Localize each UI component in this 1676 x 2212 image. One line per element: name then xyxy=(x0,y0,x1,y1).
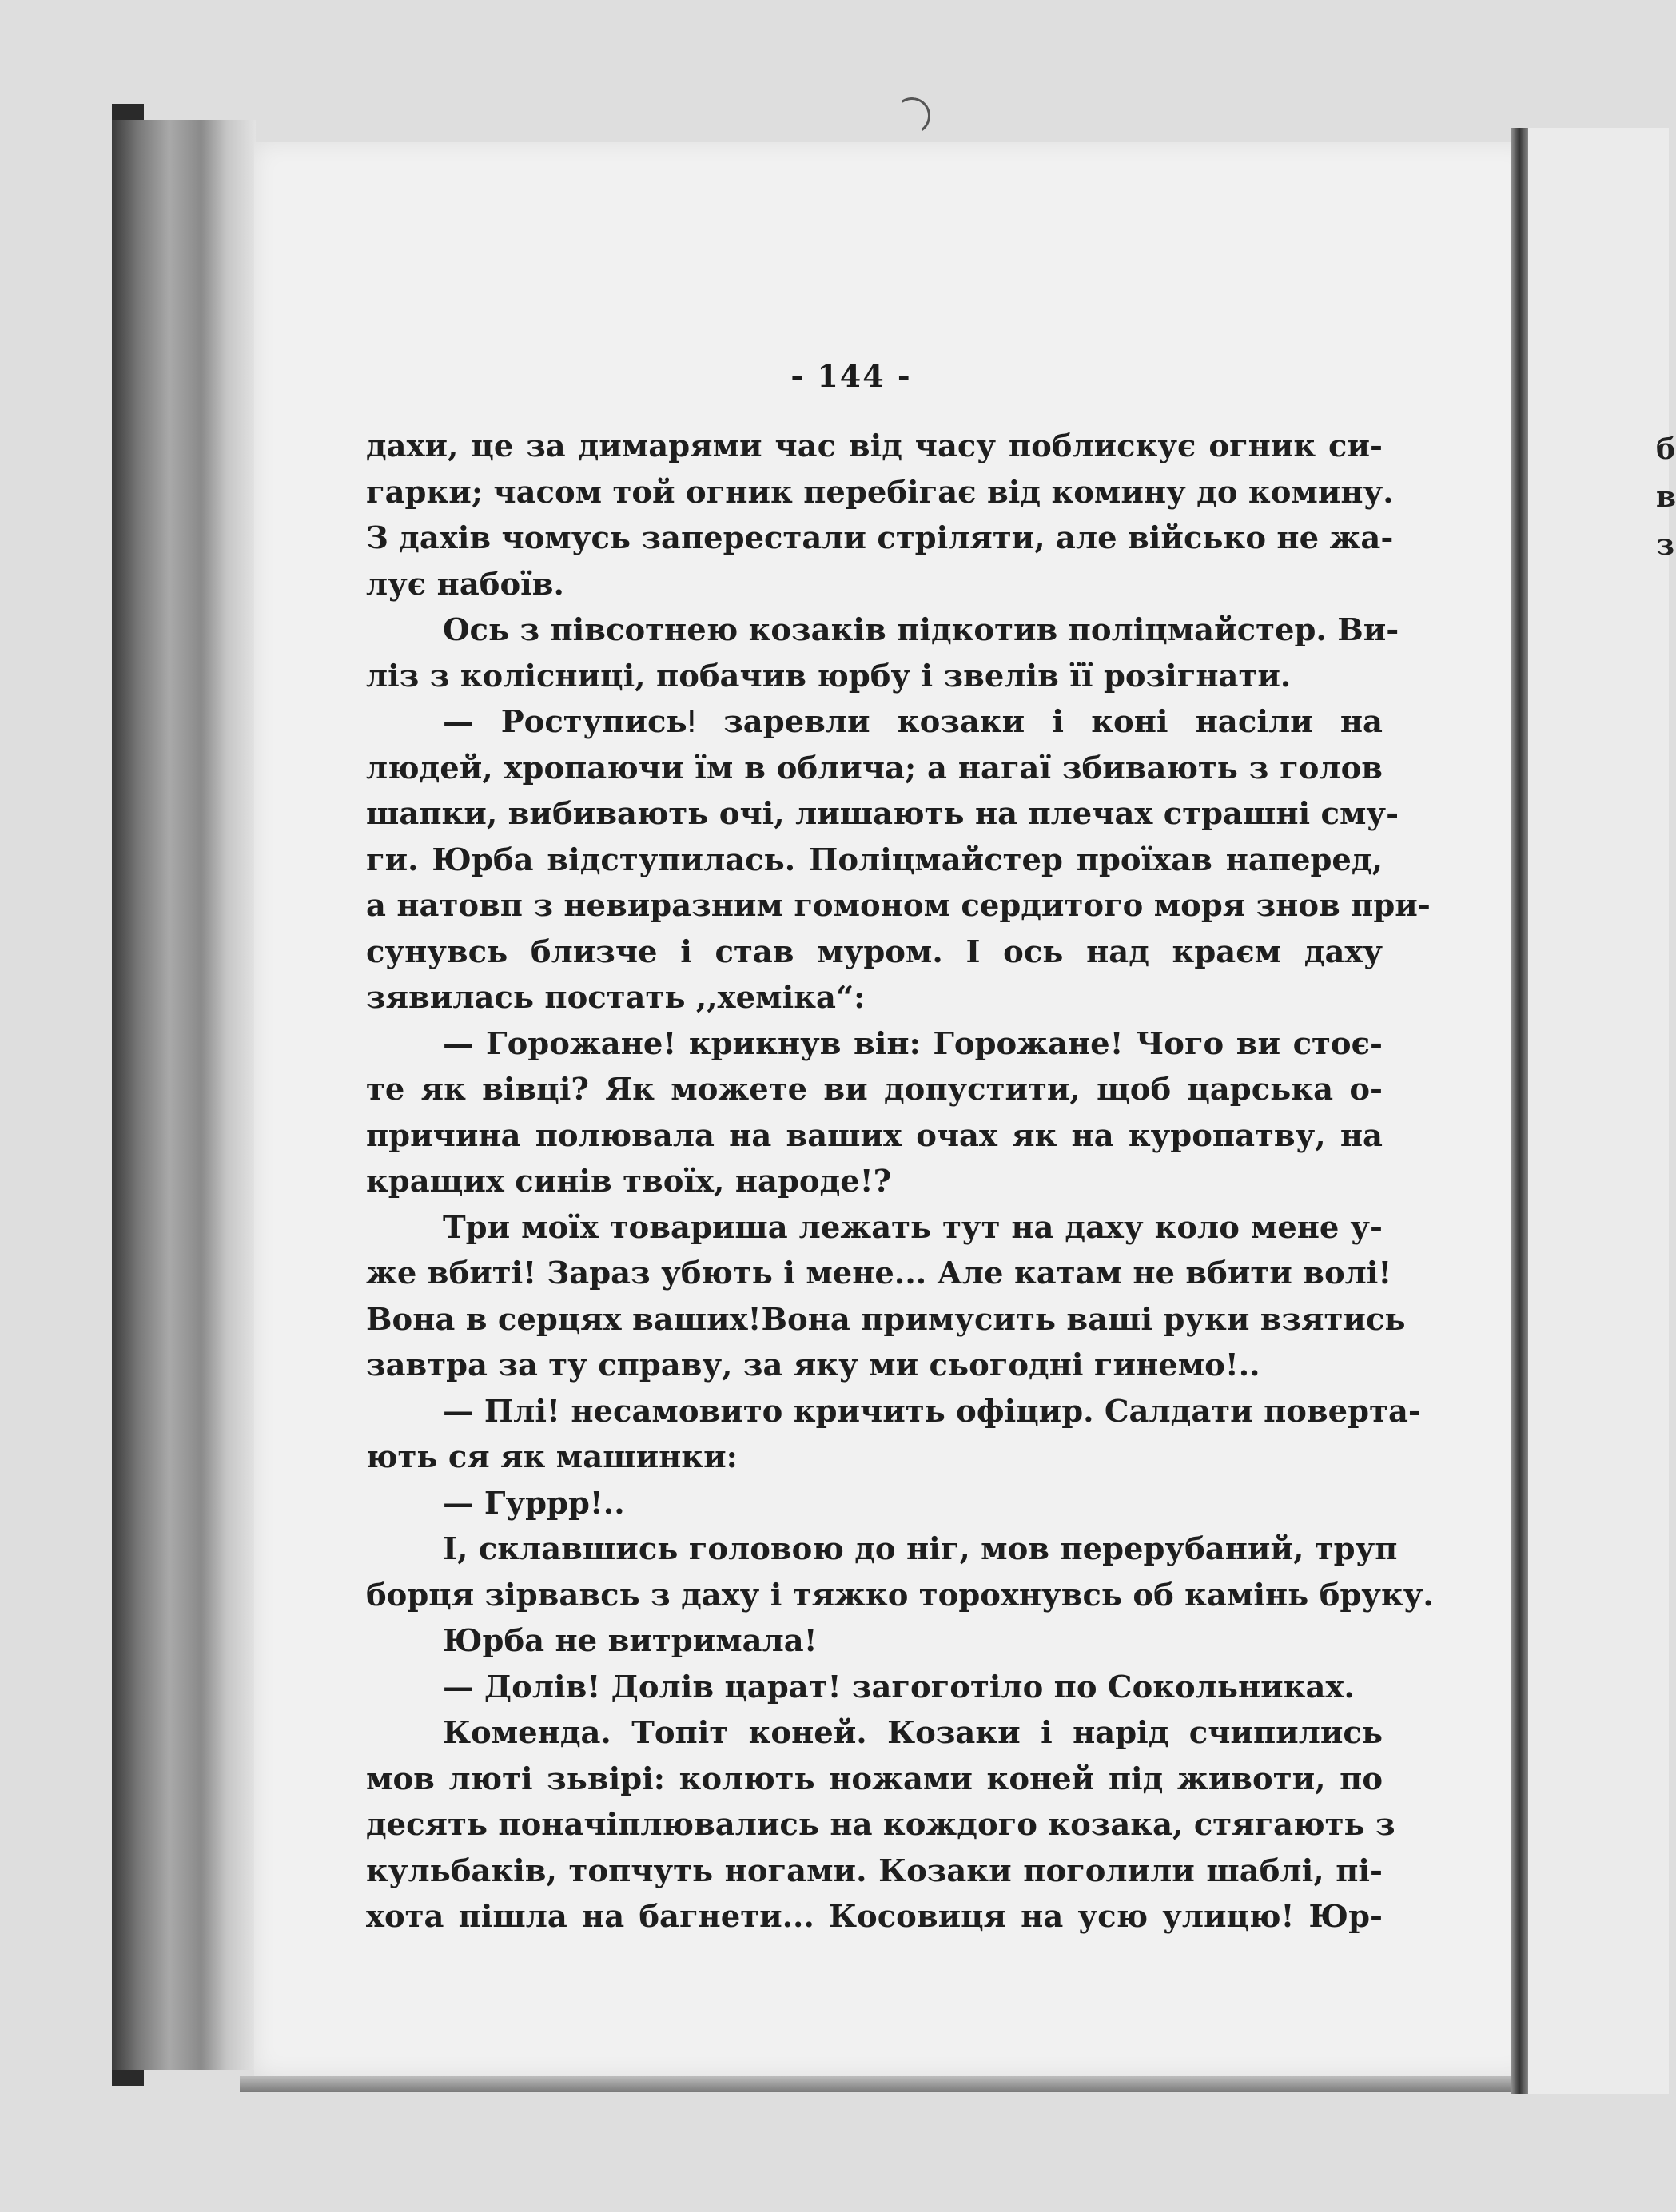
page-stack-edge xyxy=(112,120,256,2070)
text-line: — Горожане! крикнув він: Горожане! Чого ви стоє- xyxy=(443,1025,1383,1062)
page-number: - 144 - xyxy=(790,358,912,394)
text-line: ги. Юрба відступилась. Поліцмайстер проїхав наперед, xyxy=(366,841,1383,878)
text-line: кульбаків, топчуть ногами. Козаки поголили шаблі, пі- xyxy=(366,1852,1383,1889)
text-line: — Роступисьǃ заревли козаки і коні насіли на xyxy=(443,704,1383,740)
text-line: — Долів! Долів царат! загоготіло по Сокольниках. xyxy=(443,1669,1355,1705)
text-line: І, склавшись головою до ніг, мов перерубаний, труп xyxy=(443,1531,1398,1567)
text-line: Коменда. Топіт коней. Козаки і нарід счипились xyxy=(443,1715,1383,1751)
text-line: гарки; часом той огник перебігає від комину до комину. xyxy=(366,474,1394,511)
text-line: сунувсь близче і став муром. І ось над краєм даху xyxy=(366,933,1383,970)
text-line: Вона в серцях ваших!Вона примусить ваші руки взятись xyxy=(366,1301,1406,1338)
text-line: же вбиті! Зараз убють і мене... Але катам не вбити волі! xyxy=(366,1255,1392,1291)
next-page xyxy=(1528,128,1669,2094)
text-line: кращих синів твоїх, народе!? xyxy=(366,1164,892,1199)
text-line: зявилась постать ,,хеміка“: xyxy=(366,980,866,1016)
text-line: хота пішла на багнети... Косовиця на усю улицю! Юр- xyxy=(366,1899,1383,1935)
page-text xyxy=(366,424,1434,1940)
text-line: шапки, вибивають очі, лишають на плечах страшні сму- xyxy=(366,796,1399,832)
text-line: Ось з півсотнею козаків підкотив поліцмайстер. Ви- xyxy=(443,612,1399,648)
text-line: а натовп з невиразним гомоном сердитого моря знов при- xyxy=(366,888,1431,924)
next-page-text xyxy=(1656,425,1676,569)
text-line: мов люті зьвірі: колють ножами коней під животи, по xyxy=(366,1760,1383,1797)
text-line: лує набоїв. xyxy=(366,566,564,603)
book-gutter xyxy=(1511,128,1528,2094)
text-line: — Плі! несамовито кричить офіцир. Салдати поверта- xyxy=(443,1393,1421,1430)
page-bottom-edge xyxy=(240,2076,1535,2092)
text-line: З дахів чомусь заперестали стріляти, але військо не жа- xyxy=(366,520,1394,556)
text-line: борця зірвавсь з даху і тяжко торохнувсь об камінь бруку. xyxy=(366,1577,1434,1613)
text-line: Три моїх товариша лежать тут на даху коло мене у- xyxy=(443,1209,1383,1246)
next-page-letter: б xyxy=(1656,432,1676,466)
text-line: Юрба не витримала! xyxy=(443,1623,818,1659)
text-line: ліз з колісниці, побачив юрбу і звелів її розігнати. xyxy=(366,658,1292,694)
text-line: людей, хропаючи їм в облича; а нагаї збивають з голов xyxy=(366,750,1383,786)
text-line: дахи, це за димарями час від часу поблискує огник си- xyxy=(366,428,1383,464)
text-line: причина полювала на ваших очах як на куропатву, на xyxy=(366,1117,1383,1154)
text-line: ють ся як машинки: xyxy=(366,1439,738,1475)
next-page-letter: в xyxy=(1656,480,1676,514)
next-page-letter: з xyxy=(1656,528,1674,562)
text-line: — Гуррр!.. xyxy=(443,1485,625,1522)
text-line: завтра за ту справу, за яку ми сьогодні гинемо!.. xyxy=(366,1347,1260,1383)
text-line: те як вівці? Як можете ви допустити, щоб царська о- xyxy=(366,1072,1383,1108)
text-line: десять поначіплювались на кождого козака, стягають з xyxy=(366,1807,1395,1843)
scan-mark xyxy=(890,94,933,137)
